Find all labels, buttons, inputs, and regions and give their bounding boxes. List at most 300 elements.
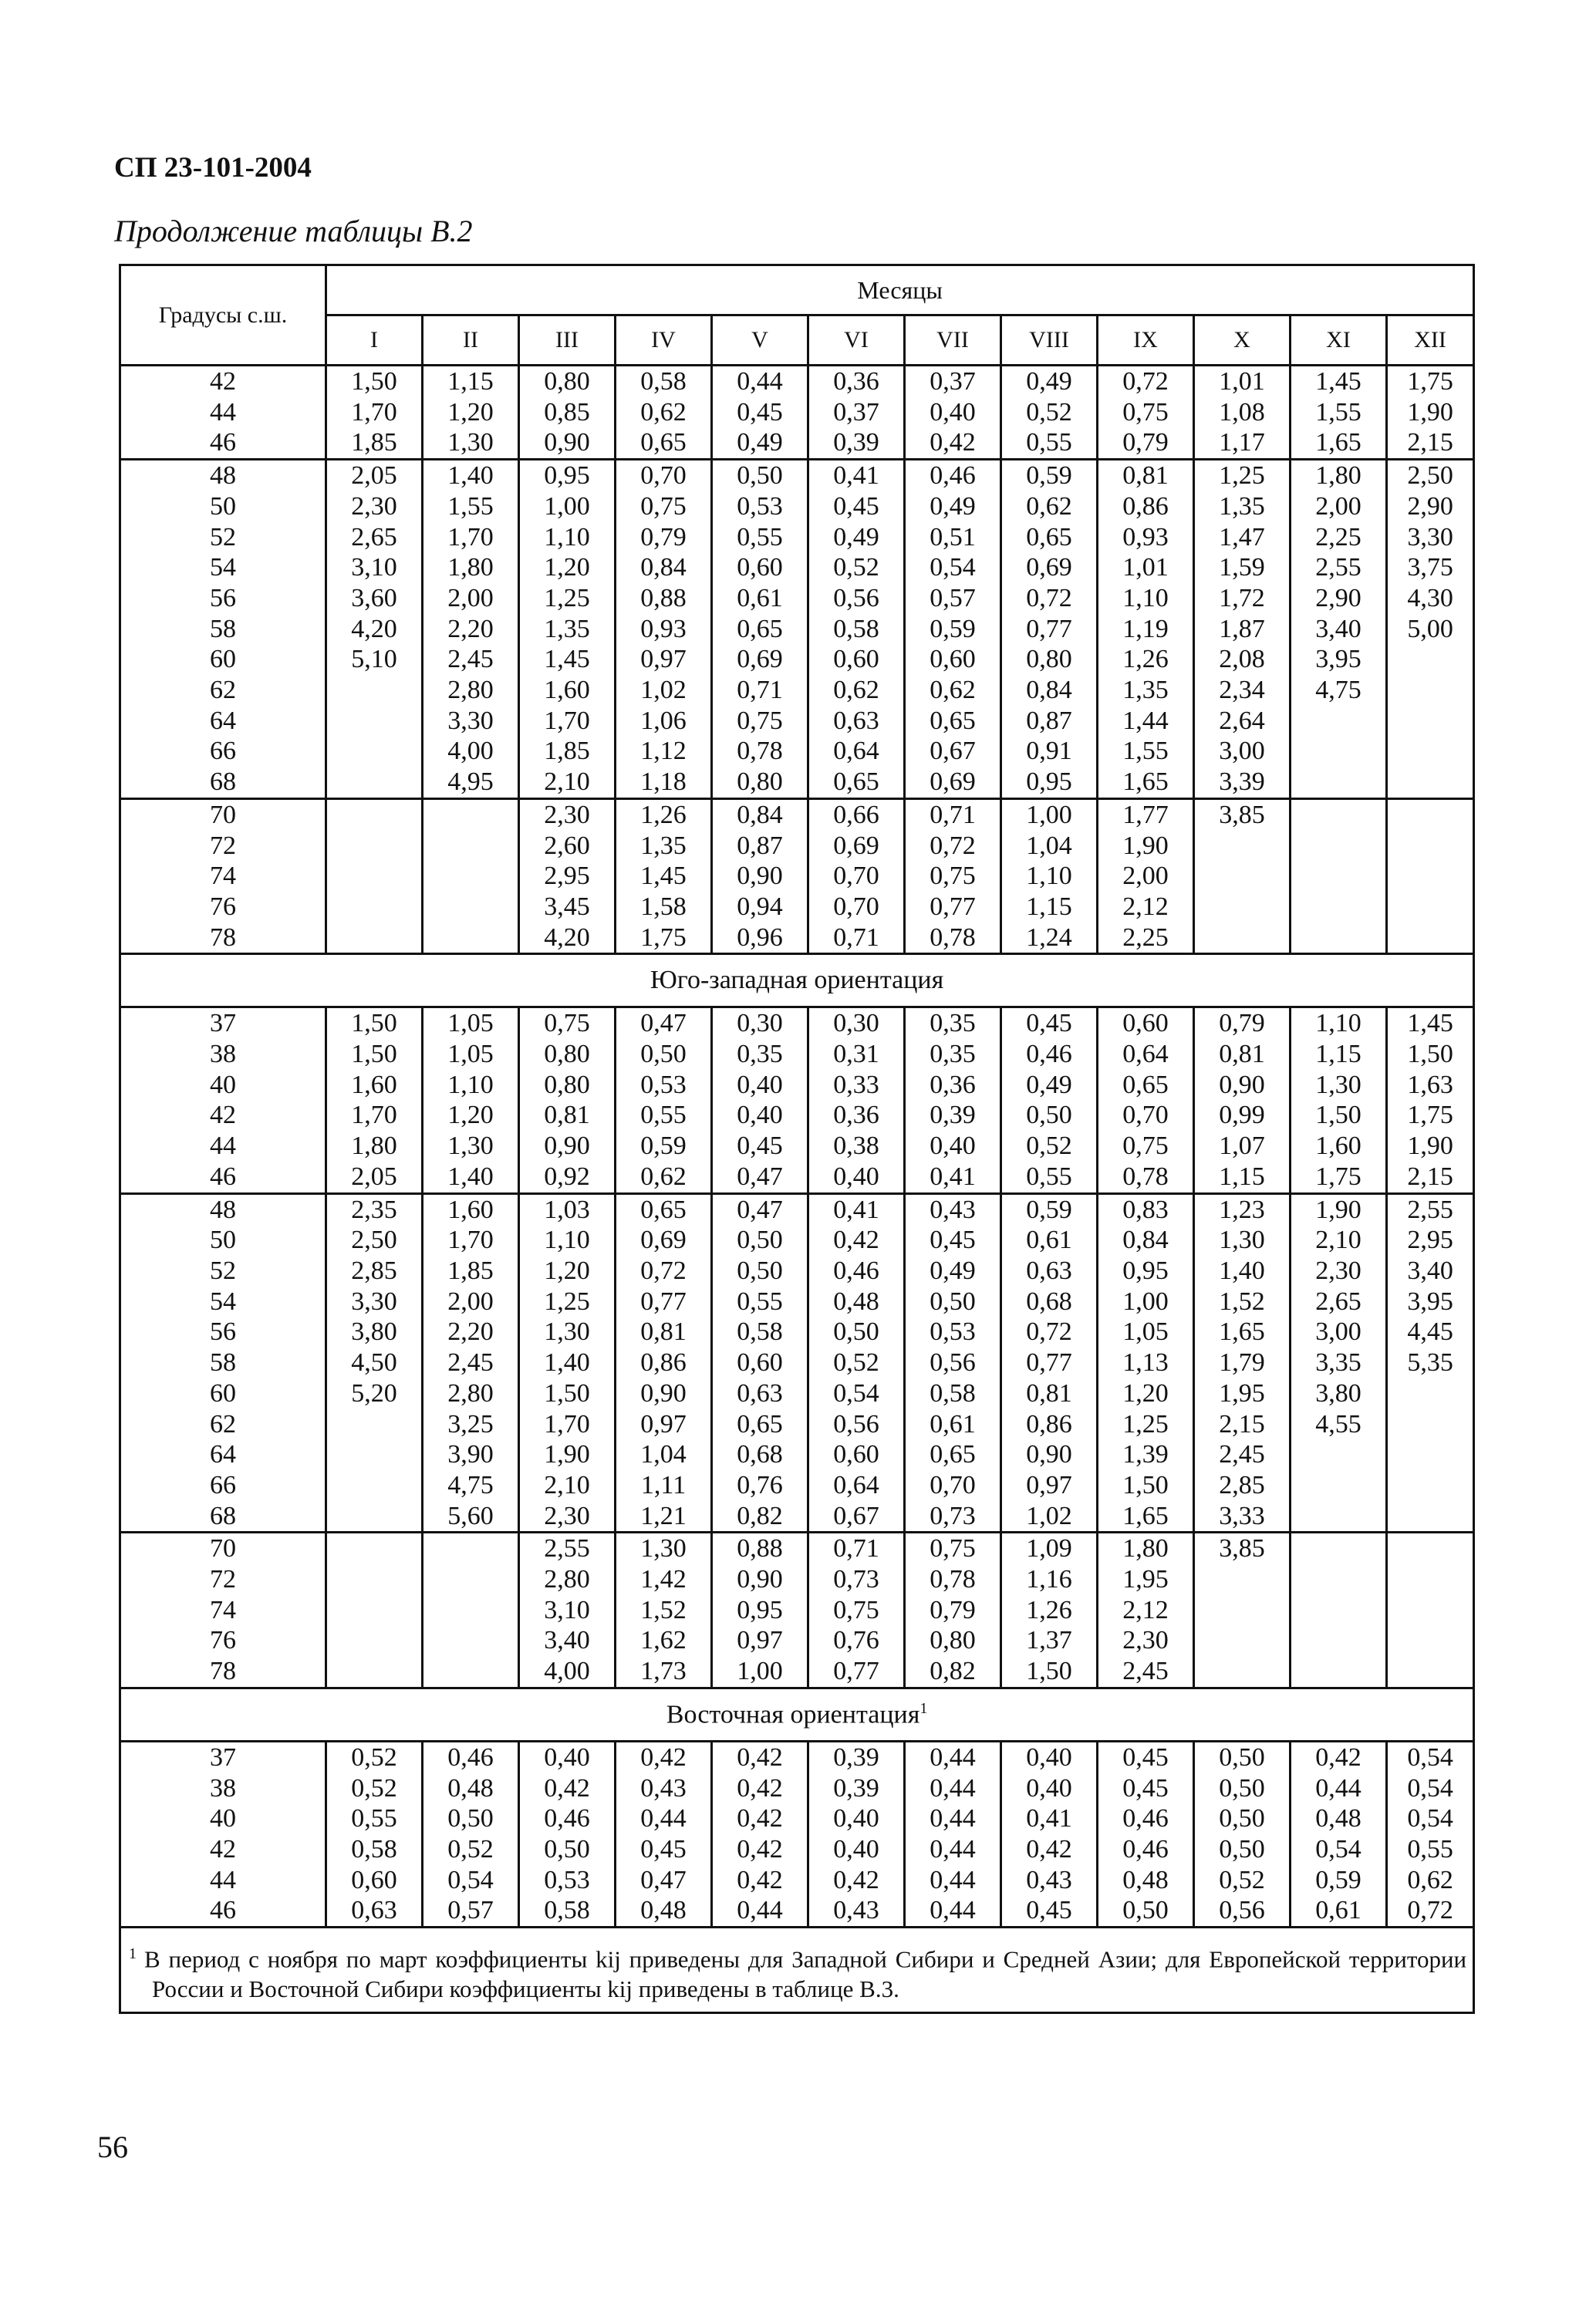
table-value: 0,97 bbox=[640, 1409, 687, 1439]
table-value: 0,63 bbox=[1026, 1256, 1072, 1285]
month-values-cell bbox=[712, 1533, 808, 1688]
table-value: 1,03 bbox=[544, 1195, 590, 1224]
table-value: 52 bbox=[210, 522, 236, 552]
month-values-cell bbox=[808, 1533, 905, 1688]
table-value: 0,45 bbox=[737, 1132, 783, 1161]
month-values-cell bbox=[519, 1007, 616, 1193]
month-values-cell bbox=[905, 1193, 1001, 1533]
table-value: 0,80 bbox=[737, 767, 783, 797]
table-value: 0,57 bbox=[447, 1896, 494, 1925]
table-value: 1,50 bbox=[1315, 1101, 1361, 1130]
table-value: 2,50 bbox=[351, 1226, 397, 1255]
table-value: 0,56 bbox=[833, 1409, 879, 1439]
table-value: 1,21 bbox=[640, 1501, 687, 1530]
table-value: 1,95 bbox=[1219, 1378, 1265, 1408]
month-header: VIII bbox=[1001, 315, 1098, 366]
table-value: 0,72 bbox=[1026, 1317, 1072, 1347]
table-value: 0,60 bbox=[833, 645, 879, 674]
table-value: 0,52 bbox=[351, 1773, 397, 1803]
table-value: 1,25 bbox=[1219, 461, 1265, 491]
table-value: 1,90 bbox=[1407, 1132, 1453, 1161]
table-value: 1,70 bbox=[351, 397, 397, 427]
table-value: 0,70 bbox=[833, 892, 879, 921]
table-value: 5,10 bbox=[351, 645, 397, 674]
table-value: 1,12 bbox=[640, 737, 687, 766]
table-value: 0,54 bbox=[1407, 1742, 1453, 1772]
table-value: 42 bbox=[210, 367, 236, 396]
section-title bbox=[120, 954, 1474, 1007]
month-values-cell bbox=[1098, 798, 1194, 954]
table-value: 2,35 bbox=[351, 1195, 397, 1224]
table-value: 0,75 bbox=[544, 1009, 590, 1038]
table-value: 0,93 bbox=[1122, 522, 1169, 552]
table-value: 2,30 bbox=[544, 1501, 590, 1530]
footnote-number: 1 bbox=[129, 1945, 137, 1963]
table-value: 0,49 bbox=[930, 491, 976, 521]
table-value: 0,90 bbox=[737, 862, 783, 891]
table-value: 54 bbox=[210, 1287, 236, 1316]
table-value: 72 bbox=[210, 1565, 236, 1594]
table-value: 0,86 bbox=[640, 1348, 687, 1378]
month-header: XII bbox=[1387, 315, 1474, 366]
table-value: 3,00 bbox=[1315, 1317, 1361, 1347]
table-value: 0,49 bbox=[1026, 1070, 1072, 1099]
table-value: 1,10 bbox=[1315, 1009, 1361, 1038]
table-value: 0,72 bbox=[1407, 1896, 1453, 1925]
table-value: 1,50 bbox=[1026, 1657, 1072, 1686]
table-value: 1,26 bbox=[640, 800, 687, 829]
table-value: 1,05 bbox=[447, 1040, 494, 1069]
table-value: 0,42 bbox=[737, 1865, 783, 1894]
table-value: 0,71 bbox=[930, 800, 976, 829]
table-value: 1,73 bbox=[640, 1657, 687, 1686]
table-value: 0,59 bbox=[930, 614, 976, 643]
table-value: 1,44 bbox=[1122, 706, 1169, 735]
table-value: 40 bbox=[210, 1070, 236, 1099]
table-value: 3,80 bbox=[351, 1317, 397, 1347]
table-value: 0,55 bbox=[1026, 428, 1072, 457]
table-value: 3,30 bbox=[447, 706, 494, 735]
table-value: 1,11 bbox=[640, 1470, 687, 1499]
table-value: 0,42 bbox=[833, 1865, 879, 1894]
table-value: 0,50 bbox=[640, 1040, 687, 1069]
table-value: 2,00 bbox=[1315, 491, 1361, 521]
table-value: 0,50 bbox=[1219, 1804, 1265, 1833]
month-values-cell bbox=[712, 798, 808, 954]
table-value: 3,10 bbox=[544, 1595, 590, 1624]
month-values-cell bbox=[905, 1533, 1001, 1688]
table-value: 1,95 bbox=[1122, 1565, 1169, 1594]
table-value: 0,78 bbox=[930, 923, 976, 952]
table-value: 0,53 bbox=[737, 491, 783, 521]
table-value: 0,60 bbox=[737, 553, 783, 582]
table-value: 0,49 bbox=[1026, 367, 1072, 396]
table-value: 0,31 bbox=[833, 1040, 879, 1069]
month-values-cell bbox=[1291, 1007, 1387, 1193]
month-values-cell bbox=[326, 1533, 423, 1688]
table-value: 4,75 bbox=[447, 1470, 494, 1499]
table-value: 1,79 bbox=[1219, 1348, 1265, 1378]
table-value: 1,19 bbox=[1122, 614, 1169, 643]
table-value: 0,30 bbox=[737, 1009, 783, 1038]
table-value: 1,23 bbox=[1219, 1195, 1265, 1224]
table-value: 1,50 bbox=[1122, 1470, 1169, 1499]
table-value: 0,55 bbox=[1407, 1834, 1453, 1864]
month-values-cell bbox=[1098, 1741, 1194, 1927]
table-value: 0,52 bbox=[447, 1834, 494, 1864]
month-values-cell bbox=[519, 798, 616, 954]
table-value: 1,75 bbox=[1407, 367, 1453, 396]
table-value: 0,45 bbox=[737, 397, 783, 427]
table-value: 1,06 bbox=[640, 706, 687, 735]
table-value: 2,30 bbox=[1315, 1256, 1361, 1285]
table-value: 0,65 bbox=[1026, 522, 1072, 552]
month-values-cell bbox=[905, 460, 1001, 799]
table-value: 1,65 bbox=[1122, 1501, 1169, 1530]
table-value: 0,95 bbox=[737, 1595, 783, 1624]
table-value: 2,85 bbox=[1219, 1470, 1265, 1499]
table-value: 0,45 bbox=[1122, 1773, 1169, 1803]
table-value: 0,61 bbox=[737, 583, 783, 612]
table-value: 1,20 bbox=[447, 397, 494, 427]
table-value: 0,57 bbox=[930, 583, 976, 612]
table-value: 5,00 bbox=[1407, 614, 1453, 643]
table-value: 70 bbox=[210, 1534, 236, 1563]
table-value: 1,70 bbox=[351, 1101, 397, 1130]
table-value: 0,42 bbox=[833, 1226, 879, 1255]
table-value: 0,52 bbox=[833, 553, 879, 582]
document-code: СП 23-101-2004 bbox=[114, 152, 312, 184]
table-value: 0,79 bbox=[1219, 1009, 1265, 1038]
table-value: 1,01 bbox=[1122, 553, 1169, 582]
month-values-cell bbox=[1001, 460, 1098, 799]
table-value: 0,43 bbox=[930, 1195, 976, 1224]
table-value: 1,47 bbox=[1219, 522, 1265, 552]
month-header: IX bbox=[1098, 315, 1194, 366]
table-value: 1,75 bbox=[640, 923, 687, 952]
month-values-cell bbox=[1001, 1193, 1098, 1533]
table-value: 2,20 bbox=[447, 614, 494, 643]
table-value: 2,00 bbox=[447, 583, 494, 612]
table-value: 1,52 bbox=[640, 1595, 687, 1624]
table-value: 1,15 bbox=[1026, 892, 1072, 921]
table-value: 0,67 bbox=[930, 737, 976, 766]
table-value: 2,80 bbox=[544, 1565, 590, 1594]
table-value: 1,35 bbox=[640, 831, 687, 860]
table-value: 3,60 bbox=[351, 583, 397, 612]
month-values-cell bbox=[1387, 460, 1474, 799]
table-value: 3,80 bbox=[1315, 1378, 1361, 1408]
table-value: 0,62 bbox=[640, 397, 687, 427]
table-value: 4,00 bbox=[544, 1657, 590, 1686]
table-value: 68 bbox=[210, 767, 236, 797]
table-value: 0,50 bbox=[447, 1804, 494, 1833]
month-values-cell bbox=[1194, 1533, 1291, 1688]
month-values-cell bbox=[423, 1533, 519, 1688]
table-value: 40 bbox=[210, 1804, 236, 1833]
table-value: 1,50 bbox=[351, 367, 397, 396]
table-value: 0,44 bbox=[640, 1804, 687, 1833]
table-value: 3,95 bbox=[1407, 1287, 1453, 1316]
table-value: 0,77 bbox=[930, 892, 976, 921]
table-value: 0,63 bbox=[351, 1896, 397, 1925]
table-value: 1,30 bbox=[447, 428, 494, 457]
table-row-group bbox=[120, 798, 1474, 954]
table-value: 3,30 bbox=[1407, 522, 1453, 552]
table-value: 1,70 bbox=[544, 1409, 590, 1439]
table-value: 1,90 bbox=[544, 1440, 590, 1469]
table-value: 0,62 bbox=[833, 676, 879, 705]
table-value: 0,40 bbox=[833, 1804, 879, 1833]
table-value: 0,47 bbox=[640, 1009, 687, 1038]
table-value: 0,84 bbox=[1122, 1226, 1169, 1255]
table-value: 2,05 bbox=[351, 1162, 397, 1191]
table-row-group bbox=[120, 1741, 1474, 1927]
table-value: 0,50 bbox=[1219, 1742, 1265, 1772]
table-value: 0,58 bbox=[640, 367, 687, 396]
table-value: 0,41 bbox=[833, 1195, 879, 1224]
month-values-cell bbox=[1194, 798, 1291, 954]
table-value: 1,60 bbox=[351, 1070, 397, 1099]
month-values-cell bbox=[1098, 1007, 1194, 1193]
table-caption: Продолжение таблицы В.2 bbox=[114, 214, 473, 248]
table-value: 0,95 bbox=[1122, 1256, 1169, 1285]
month-values-cell bbox=[808, 460, 905, 799]
table-value: 0,53 bbox=[640, 1070, 687, 1099]
table-value: 0,87 bbox=[1026, 706, 1072, 735]
month-values-cell bbox=[1387, 1007, 1474, 1193]
table-value: 0,75 bbox=[1122, 1132, 1169, 1161]
table-value: 0,58 bbox=[544, 1896, 590, 1925]
table-value: 0,69 bbox=[640, 1226, 687, 1255]
table-value: 2,45 bbox=[447, 1348, 494, 1378]
table-value: 62 bbox=[210, 676, 236, 705]
month-values-cell bbox=[1098, 1193, 1194, 1533]
month-values-cell bbox=[1001, 1007, 1098, 1193]
table-value: 0,65 bbox=[640, 1195, 687, 1224]
table-value: 0,80 bbox=[544, 1040, 590, 1069]
table-value: 0,45 bbox=[833, 491, 879, 521]
table-value: 1,80 bbox=[1122, 1534, 1169, 1563]
table-value: 0,50 bbox=[1219, 1834, 1265, 1864]
table-value: 1,20 bbox=[544, 553, 590, 582]
table-value: 0,43 bbox=[1026, 1865, 1072, 1894]
table-value: 1,25 bbox=[544, 1287, 590, 1316]
table-value: 2,08 bbox=[1219, 645, 1265, 674]
table-value: 0,35 bbox=[737, 1040, 783, 1069]
table-value: 0,65 bbox=[737, 614, 783, 643]
table-value: 0,58 bbox=[737, 1317, 783, 1347]
table-value: 76 bbox=[210, 1626, 236, 1655]
table-value: 0,65 bbox=[930, 1440, 976, 1469]
table-value: 3,00 bbox=[1219, 737, 1265, 766]
table-value: 78 bbox=[210, 1657, 236, 1686]
section-title-row bbox=[120, 1688, 1474, 1741]
table-value: 1,26 bbox=[1122, 645, 1169, 674]
table-value: 3,25 bbox=[447, 1409, 494, 1439]
month-values-cell bbox=[423, 1193, 519, 1533]
table-value: 0,69 bbox=[930, 767, 976, 797]
table-value: 0,45 bbox=[1026, 1009, 1072, 1038]
table-value: 38 bbox=[210, 1040, 236, 1069]
table-value: 0,52 bbox=[1026, 397, 1072, 427]
table-value: 44 bbox=[210, 1865, 236, 1894]
month-header: V bbox=[712, 315, 808, 366]
table-value: 1,00 bbox=[737, 1657, 783, 1686]
month-values-cell bbox=[1291, 366, 1387, 460]
table-value: 2,45 bbox=[1122, 1657, 1169, 1686]
table-value: 3,45 bbox=[544, 892, 590, 921]
table-value: 0,51 bbox=[930, 522, 976, 552]
table-value: 0,50 bbox=[737, 461, 783, 491]
table-value: 1,35 bbox=[1219, 491, 1265, 521]
table-value: 2,80 bbox=[447, 676, 494, 705]
table-value: 2,30 bbox=[544, 800, 590, 829]
table-value: 2,45 bbox=[447, 645, 494, 674]
table-value: 3,85 bbox=[1219, 800, 1265, 829]
table-value: 0,62 bbox=[1407, 1865, 1453, 1894]
table-value: 2,15 bbox=[1407, 428, 1453, 457]
table-value: 1,00 bbox=[544, 491, 590, 521]
table-value: 0,48 bbox=[447, 1773, 494, 1803]
table-value: 0,69 bbox=[737, 645, 783, 674]
table-value: 1,10 bbox=[447, 1070, 494, 1099]
table-value: 3,90 bbox=[447, 1440, 494, 1469]
table-value: 0,46 bbox=[1122, 1804, 1169, 1833]
table-value: 0,40 bbox=[1026, 1773, 1072, 1803]
month-values-cell bbox=[1001, 798, 1098, 954]
table-value: 0,55 bbox=[737, 522, 783, 552]
table-value: 3,39 bbox=[1219, 767, 1265, 797]
table-value: 2,10 bbox=[1315, 1226, 1361, 1255]
latitude-cell bbox=[120, 798, 326, 954]
table-value: 1,90 bbox=[1315, 1195, 1361, 1224]
table-value: 0,56 bbox=[833, 583, 879, 612]
table-value: 0,80 bbox=[1026, 645, 1072, 674]
table-value: 60 bbox=[210, 645, 236, 674]
month-values-cell bbox=[326, 460, 423, 799]
month-values-cell bbox=[519, 460, 616, 799]
table-value: 2,45 bbox=[1219, 1440, 1265, 1469]
table-value: 46 bbox=[210, 428, 236, 457]
table-value: 2,95 bbox=[1407, 1226, 1453, 1255]
table-value: 0,86 bbox=[1122, 491, 1169, 521]
table-value: 0,81 bbox=[1026, 1378, 1072, 1408]
month-values-cell bbox=[1194, 1007, 1291, 1193]
table-value: 0,70 bbox=[1122, 1101, 1169, 1130]
table-value: 0,85 bbox=[544, 397, 590, 427]
table-value: 1,70 bbox=[447, 1226, 494, 1255]
table-value: 0,60 bbox=[1122, 1009, 1169, 1038]
month-values-cell bbox=[1098, 1533, 1194, 1688]
month-values-cell bbox=[808, 1193, 905, 1533]
month-values-cell bbox=[1387, 798, 1474, 954]
table-value: 1,80 bbox=[447, 553, 494, 582]
month-values-cell bbox=[1387, 366, 1474, 460]
table-value: 0,55 bbox=[640, 1101, 687, 1130]
table-value: 0,53 bbox=[930, 1317, 976, 1347]
table-value: 0,77 bbox=[640, 1287, 687, 1316]
month-values-cell bbox=[712, 1007, 808, 1193]
table-value: 1,55 bbox=[447, 491, 494, 521]
table-value: 0,52 bbox=[1026, 1132, 1072, 1161]
table-value: 0,69 bbox=[833, 831, 879, 860]
table-value: 1,07 bbox=[1219, 1132, 1265, 1161]
table-value: 0,44 bbox=[1315, 1773, 1361, 1803]
table-value: 0,49 bbox=[737, 428, 783, 457]
table-value: 0,48 bbox=[640, 1896, 687, 1925]
table-value: 0,60 bbox=[930, 645, 976, 674]
table-value: 2,90 bbox=[1315, 583, 1361, 612]
table-value: 4,75 bbox=[1315, 676, 1361, 705]
table-value: 2,25 bbox=[1122, 923, 1169, 952]
table-value: 58 bbox=[210, 614, 236, 643]
table-value: 0,70 bbox=[640, 461, 687, 491]
table-value: 0,90 bbox=[737, 1565, 783, 1594]
table-row-group bbox=[120, 1533, 1474, 1688]
table-value: 2,34 bbox=[1219, 676, 1265, 705]
table-value: 2,00 bbox=[447, 1287, 494, 1316]
table-value: 0,80 bbox=[544, 1070, 590, 1099]
table-value: 76 bbox=[210, 892, 236, 921]
table-value: 0,95 bbox=[1026, 767, 1072, 797]
month-values-cell bbox=[1387, 1533, 1474, 1688]
table-value: 0,87 bbox=[737, 831, 783, 860]
table-value: 62 bbox=[210, 1409, 236, 1439]
table-value: 0,77 bbox=[1026, 614, 1072, 643]
table-value: 1,85 bbox=[544, 737, 590, 766]
table-value: 60 bbox=[210, 1378, 236, 1408]
table-value: 1,45 bbox=[640, 862, 687, 891]
table-value: 4,20 bbox=[544, 923, 590, 952]
table-value: 2,64 bbox=[1219, 706, 1265, 735]
table-value: 0,36 bbox=[833, 1101, 879, 1130]
table-value: 0,54 bbox=[1407, 1804, 1453, 1833]
section-title bbox=[120, 1688, 1474, 1741]
footnote-row bbox=[120, 1928, 1474, 2013]
table-value: 1,35 bbox=[544, 614, 590, 643]
table-value: 5,35 bbox=[1407, 1348, 1453, 1378]
table-value: 0,59 bbox=[1026, 1195, 1072, 1224]
table-value: 2,15 bbox=[1219, 1409, 1265, 1439]
table-value: 0,94 bbox=[737, 892, 783, 921]
table-value: 0,33 bbox=[833, 1070, 879, 1099]
table-value: 66 bbox=[210, 1470, 236, 1499]
table-value: 1,65 bbox=[1122, 767, 1169, 797]
table-value: 1,02 bbox=[1026, 1501, 1072, 1530]
table-value: 52 bbox=[210, 1256, 236, 1285]
month-values-cell bbox=[616, 1007, 712, 1193]
table-value: 42 bbox=[210, 1101, 236, 1130]
table-value: 2,25 bbox=[1315, 522, 1361, 552]
table-value: 0,56 bbox=[1219, 1896, 1265, 1925]
table-value: 0,48 bbox=[1122, 1865, 1169, 1894]
table-value: 2,95 bbox=[544, 862, 590, 891]
table-value: 0,53 bbox=[544, 1865, 590, 1894]
month-values-cell bbox=[1098, 460, 1194, 799]
month-values-cell bbox=[808, 798, 905, 954]
table-value: 0,44 bbox=[930, 1896, 976, 1925]
table-value: 3,33 bbox=[1219, 1501, 1265, 1530]
table-value: 1,24 bbox=[1026, 923, 1072, 952]
table-value: 0,75 bbox=[930, 862, 976, 891]
table-value: 1,13 bbox=[1122, 1348, 1169, 1378]
table-value: 1,52 bbox=[1219, 1287, 1265, 1316]
table-value: 0,79 bbox=[640, 522, 687, 552]
table-value: 0,45 bbox=[1122, 1742, 1169, 1772]
table-value: 0,79 bbox=[930, 1595, 976, 1624]
table-value: 0,54 bbox=[1315, 1834, 1361, 1864]
